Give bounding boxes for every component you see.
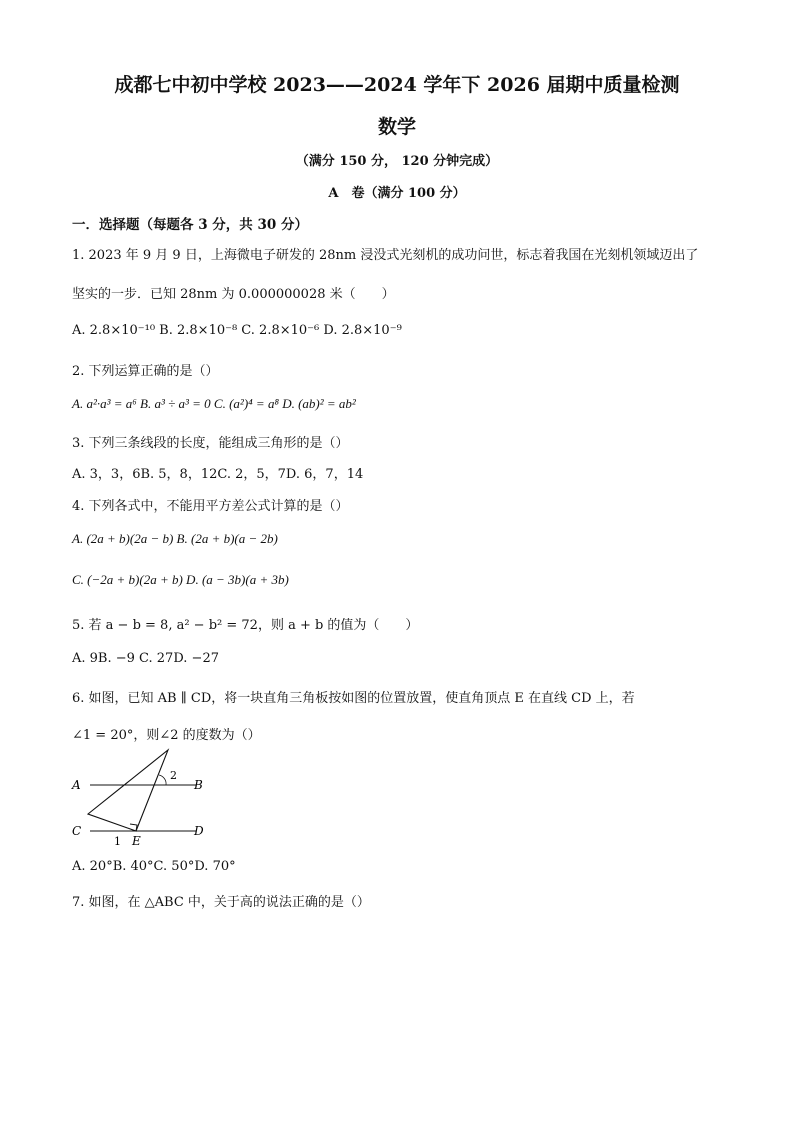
section-title: 一．选择题（每题各 3 分，共 30 分） [72, 217, 308, 233]
q2-stem: 2. 下列运算正确的是（） [72, 364, 219, 379]
q4-options-cd: C. (−2a + b)(2a + b) D. (a − 3b)(a + 3b) [72, 572, 289, 587]
label-e: E [132, 834, 141, 848]
q6-stem-line2: ∠1 = 20°，则∠2 的度数为（） [72, 728, 261, 743]
q4-stem: 4. 下列各式中，不能用平方差公式计算的是（） [72, 499, 349, 514]
part-title: A 卷（满分 100 分） [328, 186, 466, 201]
q1-stem-line1: 1. 2023 年 9 月 9 日，上海微电子研发的 28nm 浸没式光刻机的成功问世，标志着我国在光刻机领域迈出了 [72, 248, 699, 263]
q5-stem: 5. 若 a − b = 8, a² − b² = 72，则 a + b 的值为（ ） [72, 618, 419, 633]
label-d: D [194, 824, 204, 838]
triangle [88, 750, 168, 831]
q6-figure [68, 745, 218, 853]
exam-title: 成都七中初中学校 2023——2024 学年下 2026 届期中质量检测 [114, 74, 680, 96]
label-angle1: 1 [114, 835, 121, 848]
q4-options-ab: A. (2a + b)(2a − b) B. (2a + b)(a − 2b) [72, 531, 278, 546]
q2-options: A. a²·a³ = a⁶ B. a³ ÷ a³ = 0 C. (a²)⁴ = a⁸ D. (ab)² = ab² [72, 396, 356, 411]
full-mark-note: （满分 150 分， 120 分钟完成） [295, 154, 499, 169]
q6-options: A. 20°B. 40°C. 50°D. 70° [72, 859, 236, 874]
subject-title: 数学 [377, 116, 416, 138]
q7-stem: 7. 如图，在 △ABC 中，关于高的说法正确的是（） [72, 895, 370, 910]
label-angle2: 2 [170, 769, 177, 782]
q3-options: A. 3，3，6B. 5，8，12C. 2，5，7D. 6，7，14 [72, 467, 364, 482]
q1-stem-line2: 坚实的一步．已知 28nm 为 0.000000028 米（ ） [72, 287, 395, 302]
label-b: B [194, 778, 203, 792]
q1-options: A. 2.8×10⁻¹⁰ B. 2.8×10⁻⁸ C. 2.8×10⁻⁶ D. 2.8×10⁻⁹ [72, 323, 402, 338]
q5-options: A. 9B. −9 C. 27D. −27 [72, 651, 219, 666]
q6-stem-line1: 6. 如图，已知 AB ∥ CD，将一块直角三角板按如图的位置放置，使直角顶点 E 在直线 CD 上，若 [72, 691, 635, 706]
label-a: A [72, 778, 81, 792]
q3-stem: 3. 下列三条线段的长度，能组成三角形的是（） [72, 436, 349, 451]
angle2-arc [159, 775, 166, 785]
label-c: C [72, 824, 82, 838]
